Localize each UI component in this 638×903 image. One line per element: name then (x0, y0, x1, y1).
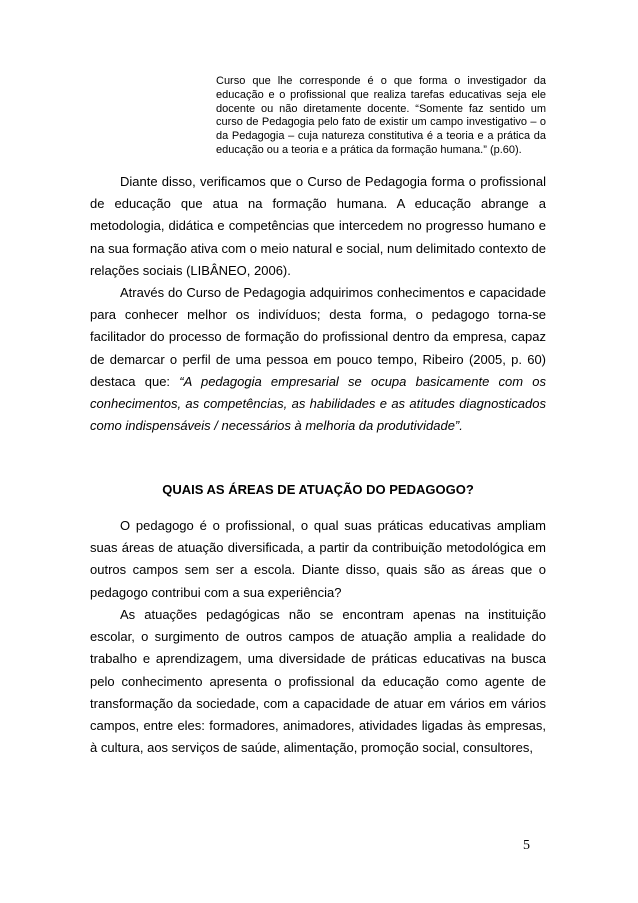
paragraph-3: O pedagogo é o profissional, o qual suas práticas educativas ampliam suas áreas de atuação diversificada, a partir da contribuição metodológica em outros campos sem ser a escola. Diante disso, quais são as áreas que o pedagogo contribui com a sua experiência? (90, 518, 546, 600)
paragraph-2-citation: “A pedagogia empresarial se ocupa basicamente com os conhecimentos, as competências, as habilidades e as atitudes diagnosticados como indispensáveis / necessários à melhoria da produtividade”. (90, 373, 546, 434)
block-quote: Curso que lhe corresponde é o que forma o investigador da educação e o profissional que realiza tarefas educativas seja ele docente ou não diretamente docente. “Somente faz sentido um curso de Pedagogia pelo fato de existir um campo investigativo – o da Pedagogia – cuja natureza constitutiva é a teoria e a prática da educação ou a teoria e a prática da formação humana.” (p.60). (216, 75, 546, 156)
paragraph-2-text: Através do Curso de Pedagogia adquirimos conhecimentos e capacidade para conhecer melhor os indivíduos; desta forma, o pedagogo torna-se facilitador do processo de formação do profissional dentro da empresa, capaz de demarcar o perfil de uma pessoa em pouco tempo, Ribeiro (2005, p. 60) destaca que: (90, 285, 546, 389)
paragraph-2 (90, 282, 546, 437)
page-number: 5 (523, 838, 530, 853)
paragraph-4: As atuações pedagógicas não se encontram apenas na instituição escolar, o surgimento de outros campos de atuação amplia a realidade do trabalho e aprendizagem, uma diversidade de práticas educativas na busca pelo conhecimento apresenta o profissional da educação como agente de transformação da sociedade, com a capacidade de atuar em vários em vários campos, entre eles: formadores, animadores, atividades ligadas às empresas, à cultura, aos serviços de saúde, alimentação, promoção social, consultores, (90, 607, 546, 756)
paragraph-1: Diante disso, verificamos que o Curso de Pedagogia forma o profissional de educação que atua na formação humana. A educação abrange a metodologia, didática e competências que intercedem no progresso humano e na sua formação ativa com o meio natural e social, num delimitado contexto de relações sociais (LIBÂNEO, 2006). (90, 174, 546, 278)
section-heading: QUAIS AS ÁREAS DE ATUAÇÃO DO PEDAGOGO? (162, 482, 474, 497)
